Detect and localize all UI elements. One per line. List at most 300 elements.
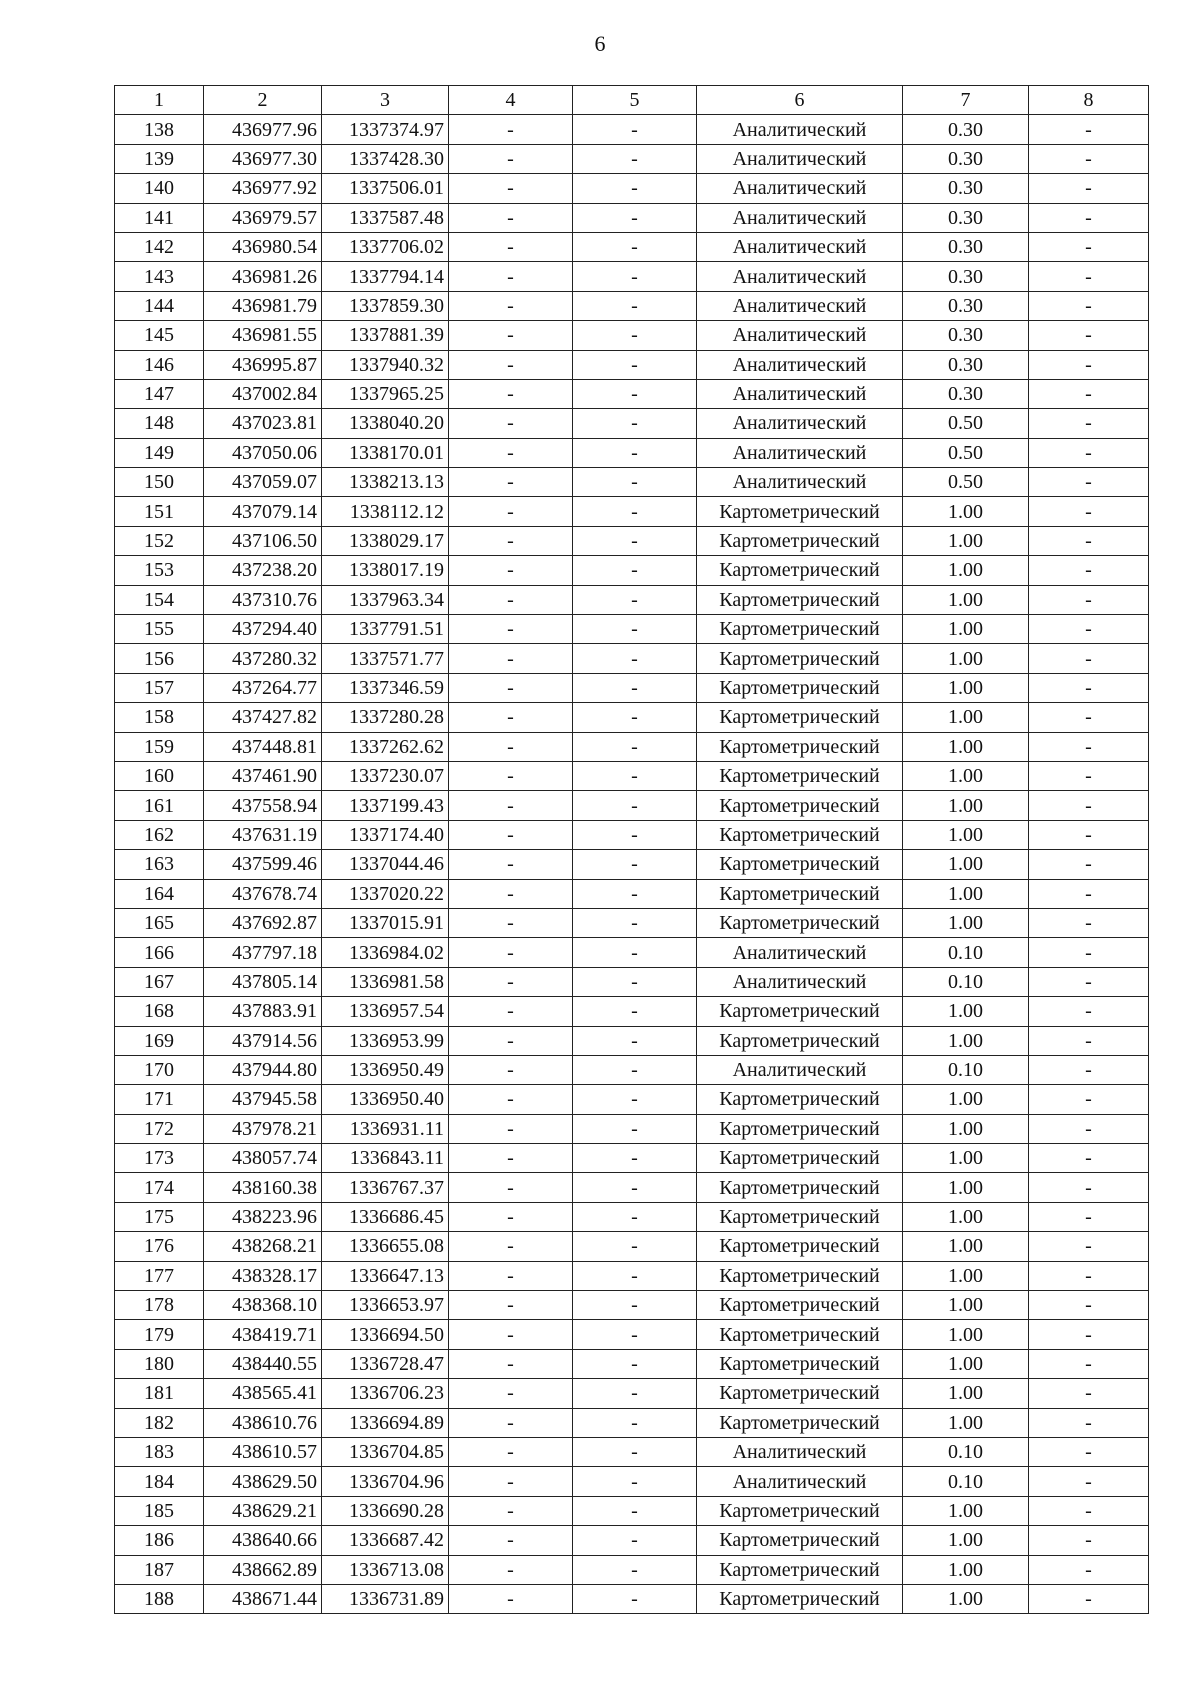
cell-coordinate-x: 437264.77	[204, 673, 322, 702]
cell-accuracy: 1.00	[903, 761, 1029, 790]
cell-coordinate-y: 1336686.45	[322, 1202, 449, 1231]
table-header-row	[115, 86, 1149, 115]
cell-accuracy: 0.30	[903, 174, 1029, 203]
cell-coordinate-x: 437310.76	[204, 585, 322, 614]
cell-point-number: 155	[115, 615, 204, 644]
cell-column-8: -	[1029, 409, 1149, 438]
column-header-8: 8	[1029, 86, 1149, 115]
cell-column-8: -	[1029, 1526, 1149, 1555]
cell-coordinate-x: 437797.18	[204, 938, 322, 967]
cell-accuracy: 1.00	[903, 585, 1029, 614]
cell-column-4: -	[449, 232, 573, 261]
cell-point-number: 164	[115, 879, 204, 908]
cell-coordinate-y: 1338029.17	[322, 526, 449, 555]
cell-coordinate-y: 1337280.28	[322, 703, 449, 732]
cell-accuracy: 1.00	[903, 1349, 1029, 1378]
cell-column-4: -	[449, 1320, 573, 1349]
cell-column-5: -	[573, 1202, 697, 1231]
cell-coordinate-y: 1337940.32	[322, 350, 449, 379]
table-row	[115, 1085, 1149, 1114]
cell-accuracy: 1.00	[903, 850, 1029, 879]
cell-column-8: -	[1029, 1144, 1149, 1173]
cell-point-number: 175	[115, 1202, 204, 1231]
cell-column-8: -	[1029, 585, 1149, 614]
table-row	[115, 1496, 1149, 1525]
cell-column-5: -	[573, 1144, 697, 1173]
cell-accuracy: 1.00	[903, 1379, 1029, 1408]
cell-column-5: -	[573, 350, 697, 379]
cell-column-4: -	[449, 556, 573, 585]
cell-column-4: -	[449, 673, 573, 702]
cell-column-8: -	[1029, 1232, 1149, 1261]
cell-column-4: -	[449, 644, 573, 673]
table-row	[115, 321, 1149, 350]
cell-coordinate-y: 1336731.89	[322, 1584, 449, 1613]
cell-column-4: -	[449, 1202, 573, 1231]
cell-column-5: -	[573, 438, 697, 467]
table-row	[115, 144, 1149, 173]
cell-accuracy: 1.00	[903, 997, 1029, 1026]
table-row	[115, 203, 1149, 232]
table-row	[115, 1261, 1149, 1290]
table-row	[115, 1320, 1149, 1349]
cell-coordinate-x: 438629.50	[204, 1467, 322, 1496]
table-row	[115, 232, 1149, 261]
cell-coordinate-y: 1337794.14	[322, 262, 449, 291]
coordinates-table	[114, 85, 1149, 1614]
cell-coordinate-y: 1336950.49	[322, 1055, 449, 1084]
cell-method: Аналитический	[697, 1467, 903, 1496]
table-row	[115, 1379, 1149, 1408]
table-row	[115, 938, 1149, 967]
cell-coordinate-y: 1337791.51	[322, 615, 449, 644]
cell-coordinate-y: 1336981.58	[322, 967, 449, 996]
cell-method: Картометрический	[697, 1349, 903, 1378]
cell-method: Картометрический	[697, 644, 903, 673]
cell-column-4: -	[449, 585, 573, 614]
table-row	[115, 468, 1149, 497]
cell-method: Аналитический	[697, 232, 903, 261]
cell-column-5: -	[573, 585, 697, 614]
cell-coordinate-x: 437914.56	[204, 1026, 322, 1055]
cell-accuracy: 1.00	[903, 732, 1029, 761]
table-row	[115, 1408, 1149, 1437]
table-row	[115, 1526, 1149, 1555]
cell-coordinate-x: 436980.54	[204, 232, 322, 261]
cell-method: Картометрический	[697, 1320, 903, 1349]
table-row	[115, 703, 1149, 732]
cell-method: Аналитический	[697, 1437, 903, 1466]
cell-method: Аналитический	[697, 350, 903, 379]
cell-column-8: -	[1029, 1261, 1149, 1290]
cell-column-4: -	[449, 850, 573, 879]
cell-accuracy: 1.00	[903, 908, 1029, 937]
cell-column-4: -	[449, 409, 573, 438]
cell-column-8: -	[1029, 673, 1149, 702]
cell-column-5: -	[573, 644, 697, 673]
cell-column-8: -	[1029, 1408, 1149, 1437]
cell-point-number: 171	[115, 1085, 204, 1114]
cell-method: Картометрический	[697, 703, 903, 732]
cell-point-number: 149	[115, 438, 204, 467]
table-body	[115, 115, 1149, 1614]
cell-column-5: -	[573, 556, 697, 585]
cell-accuracy: 0.30	[903, 291, 1029, 320]
cell-coordinate-y: 1336706.23	[322, 1379, 449, 1408]
cell-accuracy: 0.30	[903, 144, 1029, 173]
cell-coordinate-y: 1336690.28	[322, 1496, 449, 1525]
cell-column-4: -	[449, 1261, 573, 1290]
cell-coordinate-x: 436995.87	[204, 350, 322, 379]
cell-column-5: -	[573, 997, 697, 1026]
cell-coordinate-y: 1336704.96	[322, 1467, 449, 1496]
cell-point-number: 148	[115, 409, 204, 438]
cell-method: Аналитический	[697, 262, 903, 291]
cell-column-8: -	[1029, 967, 1149, 996]
cell-point-number: 146	[115, 350, 204, 379]
cell-accuracy: 0.30	[903, 350, 1029, 379]
cell-coordinate-x: 437023.81	[204, 409, 322, 438]
cell-column-4: -	[449, 997, 573, 1026]
cell-coordinate-y: 1337174.40	[322, 820, 449, 849]
cell-coordinate-x: 437461.90	[204, 761, 322, 790]
cell-coordinate-x: 438610.57	[204, 1437, 322, 1466]
cell-coordinate-x: 437238.20	[204, 556, 322, 585]
table-row	[115, 850, 1149, 879]
cell-coordinate-x: 438640.66	[204, 1526, 322, 1555]
table-row	[115, 1555, 1149, 1584]
cell-coordinate-x: 438671.44	[204, 1584, 322, 1613]
cell-column-5: -	[573, 1496, 697, 1525]
cell-method: Картометрический	[697, 791, 903, 820]
cell-column-5: -	[573, 791, 697, 820]
table-row	[115, 556, 1149, 585]
cell-accuracy: 1.00	[903, 1173, 1029, 1202]
cell-column-8: -	[1029, 379, 1149, 408]
cell-column-5: -	[573, 1173, 697, 1202]
cell-coordinate-y: 1336694.89	[322, 1408, 449, 1437]
cell-method: Аналитический	[697, 321, 903, 350]
cell-coordinate-x: 437805.14	[204, 967, 322, 996]
cell-column-4: -	[449, 1379, 573, 1408]
cell-column-4: -	[449, 1496, 573, 1525]
cell-accuracy: 1.00	[903, 673, 1029, 702]
cell-coordinate-y: 1336653.97	[322, 1291, 449, 1320]
cell-method: Картометрический	[697, 615, 903, 644]
cell-column-4: -	[449, 1467, 573, 1496]
cell-column-4: -	[449, 1114, 573, 1143]
cell-column-8: -	[1029, 1555, 1149, 1584]
table-row	[115, 732, 1149, 761]
cell-method: Картометрический	[697, 1026, 903, 1055]
cell-column-5: -	[573, 967, 697, 996]
cell-column-4: -	[449, 497, 573, 526]
cell-method: Картометрический	[697, 585, 903, 614]
cell-column-4: -	[449, 1055, 573, 1084]
cell-coordinate-y: 1337044.46	[322, 850, 449, 879]
cell-point-number: 169	[115, 1026, 204, 1055]
cell-column-5: -	[573, 1467, 697, 1496]
cell-column-5: -	[573, 1261, 697, 1290]
cell-point-number: 142	[115, 232, 204, 261]
cell-coordinate-y: 1337020.22	[322, 879, 449, 908]
cell-column-4: -	[449, 1349, 573, 1378]
cell-coordinate-x: 436981.26	[204, 262, 322, 291]
cell-coordinate-y: 1337587.48	[322, 203, 449, 232]
cell-accuracy: 0.10	[903, 1055, 1029, 1084]
cell-column-5: -	[573, 850, 697, 879]
cell-accuracy: 0.10	[903, 938, 1029, 967]
cell-method: Аналитический	[697, 468, 903, 497]
cell-coordinate-y: 1336843.11	[322, 1144, 449, 1173]
cell-point-number: 166	[115, 938, 204, 967]
table-row	[115, 644, 1149, 673]
table-row	[115, 1584, 1149, 1613]
cell-column-5: -	[573, 144, 697, 173]
cell-column-8: -	[1029, 761, 1149, 790]
cell-coordinate-x: 437294.40	[204, 615, 322, 644]
table-row	[115, 908, 1149, 937]
cell-point-number: 152	[115, 526, 204, 555]
cell-coordinate-y: 1338112.12	[322, 497, 449, 526]
cell-column-8: -	[1029, 468, 1149, 497]
cell-method: Картометрический	[697, 997, 903, 1026]
cell-coordinate-x: 437079.14	[204, 497, 322, 526]
cell-method: Картометрический	[697, 1555, 903, 1584]
cell-coordinate-x: 438160.38	[204, 1173, 322, 1202]
cell-coordinate-x: 438440.55	[204, 1349, 322, 1378]
cell-method: Картометрический	[697, 556, 903, 585]
cell-column-8: -	[1029, 820, 1149, 849]
cell-column-4: -	[449, 761, 573, 790]
cell-point-number: 151	[115, 497, 204, 526]
cell-coordinate-y: 1336953.99	[322, 1026, 449, 1055]
cell-column-8: -	[1029, 1437, 1149, 1466]
cell-column-4: -	[449, 1437, 573, 1466]
cell-method: Аналитический	[697, 379, 903, 408]
cell-coordinate-y: 1337346.59	[322, 673, 449, 702]
cell-column-5: -	[573, 174, 697, 203]
cell-column-4: -	[449, 703, 573, 732]
cell-accuracy: 1.00	[903, 1320, 1029, 1349]
cell-method: Картометрический	[697, 1379, 903, 1408]
cell-column-4: -	[449, 1291, 573, 1320]
cell-coordinate-y: 1336647.13	[322, 1261, 449, 1290]
column-header-2: 2	[204, 86, 322, 115]
cell-coordinate-y: 1338040.20	[322, 409, 449, 438]
cell-coordinate-x: 436981.79	[204, 291, 322, 320]
cell-coordinate-y: 1337428.30	[322, 144, 449, 173]
column-header-7: 7	[903, 86, 1029, 115]
table-row	[115, 291, 1149, 320]
cell-point-number: 183	[115, 1437, 204, 1466]
cell-method: Картометрический	[697, 1291, 903, 1320]
table-row	[115, 1467, 1149, 1496]
table-row	[115, 791, 1149, 820]
cell-point-number: 153	[115, 556, 204, 585]
cell-method: Аналитический	[697, 938, 903, 967]
cell-coordinate-x: 437106.50	[204, 526, 322, 555]
cell-method: Картометрический	[697, 732, 903, 761]
cell-column-4: -	[449, 291, 573, 320]
cell-coordinate-x: 436977.92	[204, 174, 322, 203]
cell-column-5: -	[573, 526, 697, 555]
cell-accuracy: 1.00	[903, 1526, 1029, 1555]
cell-coordinate-x: 437945.58	[204, 1085, 322, 1114]
cell-coordinate-x: 437883.91	[204, 997, 322, 1026]
cell-column-8: -	[1029, 1349, 1149, 1378]
cell-coordinate-x: 437002.84	[204, 379, 322, 408]
table-row	[115, 350, 1149, 379]
cell-point-number: 178	[115, 1291, 204, 1320]
cell-column-5: -	[573, 203, 697, 232]
cell-accuracy: 1.00	[903, 526, 1029, 555]
cell-column-8: -	[1029, 1114, 1149, 1143]
cell-column-4: -	[449, 115, 573, 144]
cell-column-4: -	[449, 1526, 573, 1555]
cell-accuracy: 1.00	[903, 1261, 1029, 1290]
cell-method: Картометрический	[697, 526, 903, 555]
column-header-3: 3	[322, 86, 449, 115]
cell-coordinate-y: 1336728.47	[322, 1349, 449, 1378]
cell-accuracy: 1.00	[903, 615, 1029, 644]
cell-accuracy: 0.10	[903, 1437, 1029, 1466]
cell-coordinate-y: 1336655.08	[322, 1232, 449, 1261]
table-row	[115, 1437, 1149, 1466]
cell-coordinate-y: 1336713.08	[322, 1555, 449, 1584]
cell-coordinate-x: 438368.10	[204, 1291, 322, 1320]
cell-coordinate-y: 1337706.02	[322, 232, 449, 261]
cell-point-number: 157	[115, 673, 204, 702]
cell-column-8: -	[1029, 321, 1149, 350]
cell-point-number: 144	[115, 291, 204, 320]
cell-column-5: -	[573, 1408, 697, 1437]
cell-column-5: -	[573, 115, 697, 144]
cell-method: Аналитический	[697, 144, 903, 173]
column-header-4: 4	[449, 86, 573, 115]
cell-point-number: 168	[115, 997, 204, 1026]
cell-column-8: -	[1029, 497, 1149, 526]
cell-point-number: 173	[115, 1144, 204, 1173]
cell-method: Картометрический	[697, 761, 903, 790]
table-row	[115, 761, 1149, 790]
cell-coordinate-x: 437599.46	[204, 850, 322, 879]
table-row	[115, 673, 1149, 702]
cell-column-4: -	[449, 1026, 573, 1055]
cell-coordinate-y: 1336687.42	[322, 1526, 449, 1555]
cell-coordinate-x: 436981.55	[204, 321, 322, 350]
cell-coordinate-y: 1337374.97	[322, 115, 449, 144]
cell-column-5: -	[573, 468, 697, 497]
table-row	[115, 115, 1149, 144]
cell-column-5: -	[573, 1055, 697, 1084]
cell-coordinate-y: 1337506.01	[322, 174, 449, 203]
table-row	[115, 997, 1149, 1026]
cell-column-4: -	[449, 879, 573, 908]
cell-accuracy: 1.00	[903, 1232, 1029, 1261]
cell-coordinate-y: 1338213.13	[322, 468, 449, 497]
cell-coordinate-x: 438223.96	[204, 1202, 322, 1231]
cell-column-5: -	[573, 615, 697, 644]
cell-column-4: -	[449, 967, 573, 996]
cell-column-5: -	[573, 1437, 697, 1466]
cell-accuracy: 1.00	[903, 644, 1029, 673]
cell-point-number: 172	[115, 1114, 204, 1143]
cell-column-5: -	[573, 379, 697, 408]
cell-point-number: 139	[115, 144, 204, 173]
cell-column-8: -	[1029, 879, 1149, 908]
cell-point-number: 159	[115, 732, 204, 761]
cell-method: Картометрический	[697, 1173, 903, 1202]
cell-column-8: -	[1029, 232, 1149, 261]
cell-column-8: -	[1029, 1291, 1149, 1320]
cell-column-8: -	[1029, 1026, 1149, 1055]
cell-coordinate-x: 437631.19	[204, 820, 322, 849]
cell-column-4: -	[449, 1555, 573, 1584]
cell-column-5: -	[573, 497, 697, 526]
cell-column-5: -	[573, 1085, 697, 1114]
cell-point-number: 174	[115, 1173, 204, 1202]
table-row	[115, 262, 1149, 291]
cell-column-4: -	[449, 350, 573, 379]
cell-coordinate-x: 437558.94	[204, 791, 322, 820]
cell-accuracy: 1.00	[903, 1584, 1029, 1613]
cell-method: Аналитический	[697, 409, 903, 438]
cell-column-8: -	[1029, 1173, 1149, 1202]
cell-point-number: 179	[115, 1320, 204, 1349]
cell-column-8: -	[1029, 732, 1149, 761]
cell-column-4: -	[449, 938, 573, 967]
cell-column-4: -	[449, 732, 573, 761]
cell-method: Картометрический	[697, 850, 903, 879]
cell-method: Аналитический	[697, 174, 903, 203]
cell-column-4: -	[449, 1085, 573, 1114]
table-row	[115, 409, 1149, 438]
cell-column-8: -	[1029, 791, 1149, 820]
cell-accuracy: 1.00	[903, 1408, 1029, 1437]
cell-coordinate-x: 438610.76	[204, 1408, 322, 1437]
cell-column-4: -	[449, 438, 573, 467]
cell-method: Картометрический	[697, 1202, 903, 1231]
cell-method: Картометрический	[697, 879, 903, 908]
cell-column-4: -	[449, 203, 573, 232]
cell-coordinate-y: 1338017.19	[322, 556, 449, 585]
table-row	[115, 174, 1149, 203]
cell-column-8: -	[1029, 644, 1149, 673]
cell-column-8: -	[1029, 526, 1149, 555]
cell-column-4: -	[449, 1173, 573, 1202]
table-row	[115, 879, 1149, 908]
cell-point-number: 138	[115, 115, 204, 144]
table-row	[115, 1291, 1149, 1320]
cell-coordinate-x: 436977.96	[204, 115, 322, 144]
cell-point-number: 161	[115, 791, 204, 820]
table-row	[115, 585, 1149, 614]
cell-column-4: -	[449, 262, 573, 291]
cell-point-number: 162	[115, 820, 204, 849]
cell-coordinate-x: 437678.74	[204, 879, 322, 908]
cell-column-8: -	[1029, 1496, 1149, 1525]
cell-coordinate-x: 437050.06	[204, 438, 322, 467]
column-header-5: 5	[573, 86, 697, 115]
cell-coordinate-x: 437944.80	[204, 1055, 322, 1084]
cell-point-number: 165	[115, 908, 204, 937]
cell-point-number: 158	[115, 703, 204, 732]
cell-column-5: -	[573, 1584, 697, 1613]
cell-point-number: 140	[115, 174, 204, 203]
table-row	[115, 438, 1149, 467]
cell-coordinate-x: 437978.21	[204, 1114, 322, 1143]
